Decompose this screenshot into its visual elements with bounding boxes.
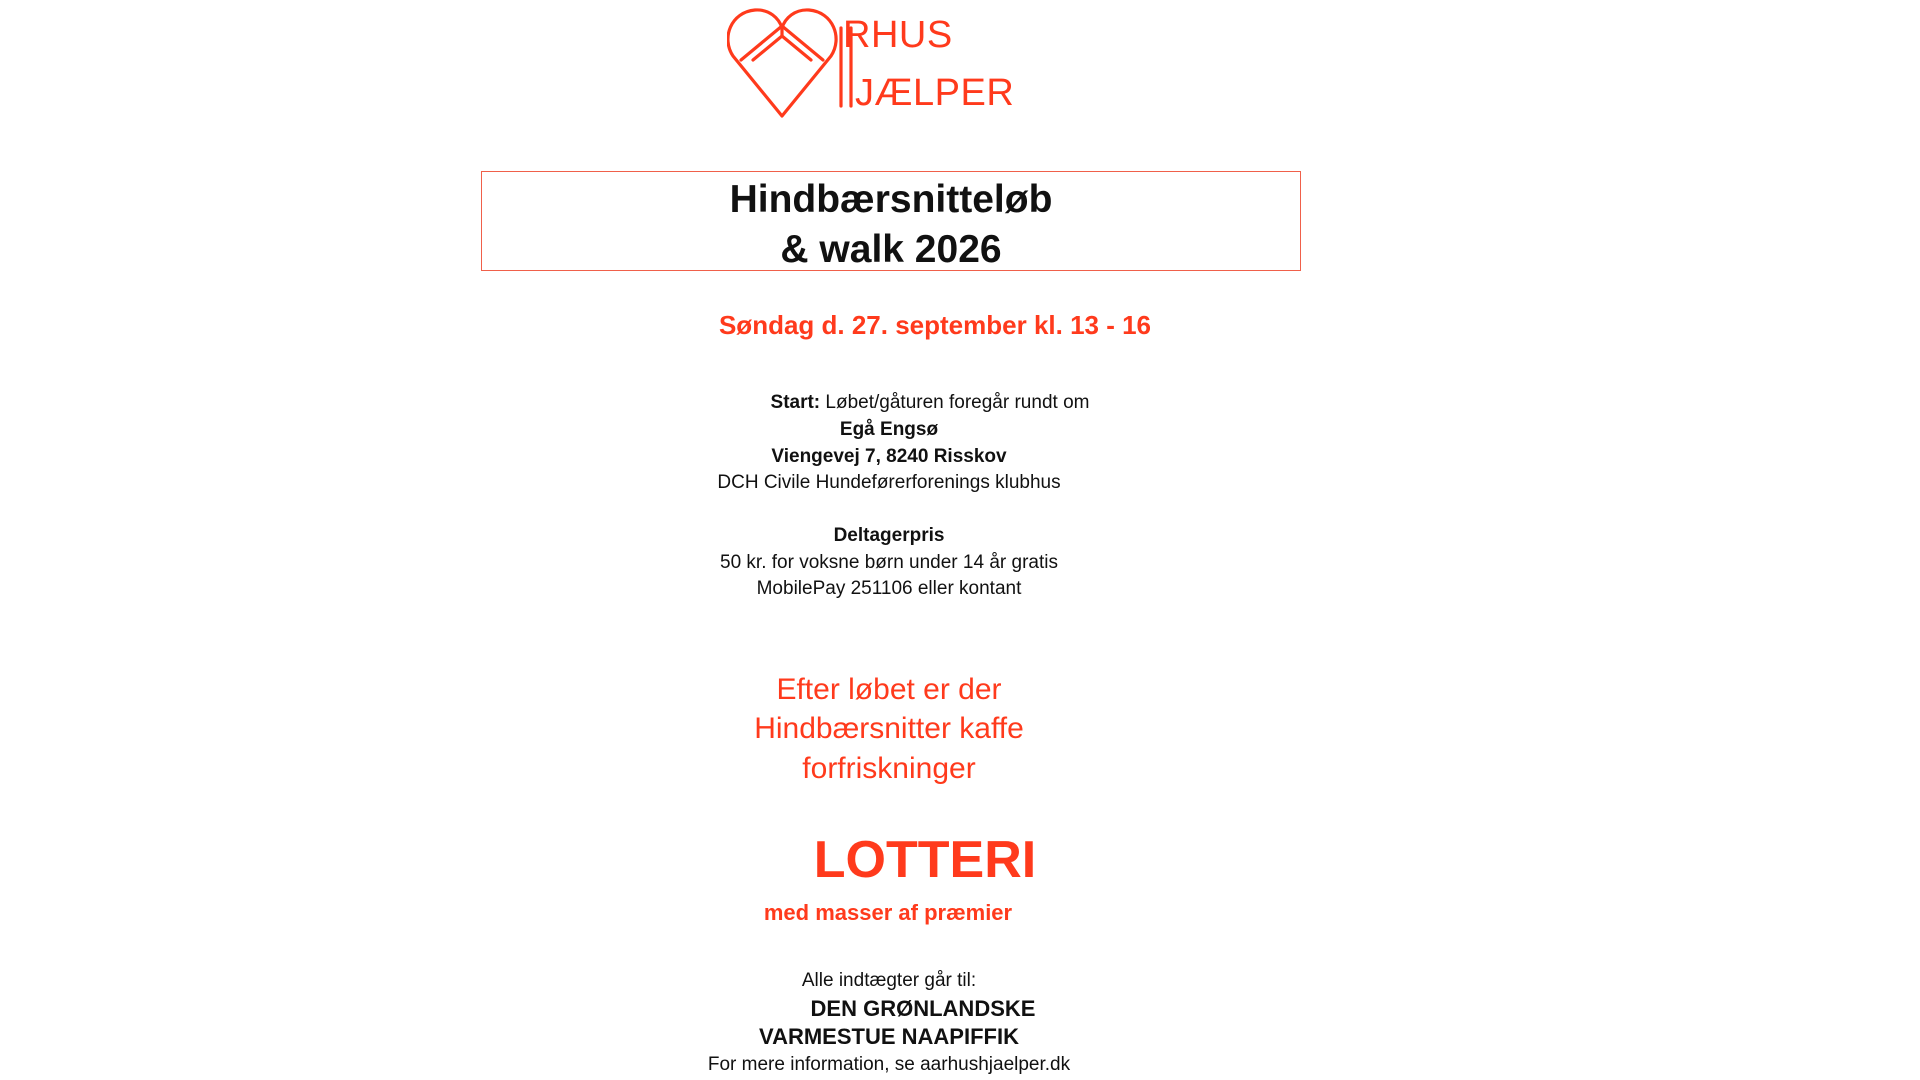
after-line-2: Hindbærsnitter kaffe	[754, 712, 1024, 745]
start-venue: DCH Civile Hundeførerforenings klubhus	[717, 472, 1061, 493]
price-line-1: 50 kr. for voksne børn under 14 år gratis	[720, 552, 1058, 573]
proceeds-info: For mere information, se aarhushjaelper.dk	[707, 1054, 1071, 1075]
logo-word-rhus: RHUS	[843, 14, 953, 56]
after-line-3: forfriskninger	[802, 752, 976, 785]
price-heading: Deltagerpris	[833, 525, 945, 546]
title-line-1: Hindbærsnitteløb	[729, 178, 1053, 221]
proceeds-org-line-1: DEN GRØNLANDSKE	[810, 996, 1036, 1021]
start-text: Løbet/gåturen foregår rundt om	[820, 392, 1090, 413]
start-label: Start:	[770, 392, 821, 413]
start-line	[0, 393, 1890, 412]
title-line-2: & walk 2026	[780, 228, 1002, 271]
lottery-sub: med masser af præmier	[763, 900, 1013, 925]
event-date: Søndag d. 27. september kl. 13 - 16	[718, 310, 1152, 340]
start-place: Egå Engsø	[839, 419, 939, 440]
title-box	[481, 171, 1301, 271]
logo-word-jaelper: JÆLPER	[855, 72, 1015, 114]
price-line-2: MobilePay 251106 eller kontant	[756, 578, 1022, 599]
after-line-1: Efter løbet er der	[776, 673, 1002, 706]
aarhus-hjaelper-logo	[727, 8, 1057, 123]
start-address: Viengevej 7, 8240 Risskov	[771, 446, 1007, 467]
lottery-heading: LOTTERI	[813, 831, 1037, 889]
proceeds-intro: Alle indtægter går til:	[801, 970, 977, 991]
proceeds-org-line-2: VARMESTUE NAAPIFFIK	[759, 1024, 1019, 1049]
